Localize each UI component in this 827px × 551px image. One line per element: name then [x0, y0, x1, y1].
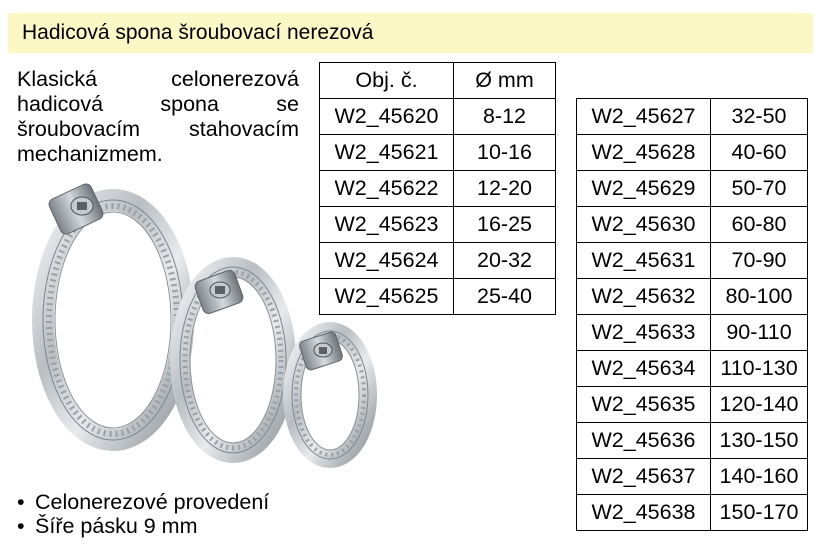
diameter-cell: 130-150 — [711, 423, 808, 459]
order-number-cell: W2_45636 — [577, 423, 711, 459]
order-number-cell: W2_45622 — [320, 171, 454, 207]
feature-item — [17, 490, 269, 514]
order-number-cell: W2_45634 — [577, 351, 711, 387]
table-row — [320, 99, 556, 135]
hose-clamps-image — [20, 180, 380, 480]
diameter-cell: 40-60 — [711, 135, 808, 171]
table-row — [577, 387, 808, 423]
feature-text: Celonerezové provedení — [35, 490, 270, 514]
order-number-cell: W2_45633 — [577, 315, 711, 351]
large-clamp — [43, 182, 183, 440]
order-number-cell: W2_45621 — [320, 135, 454, 171]
table-row — [577, 279, 808, 315]
diameter-cell: 12-20 — [454, 171, 556, 207]
table-header-row — [320, 63, 556, 99]
diameter-cell: 50-70 — [711, 171, 808, 207]
feature-item — [17, 514, 269, 538]
diameter-cell: 110-130 — [711, 351, 808, 387]
page-title: Hadicová spona šroubovací nerezová — [22, 21, 374, 44]
bullet-icon: • — [17, 490, 25, 514]
feature-list — [17, 490, 269, 538]
order-number-cell: W2_45627 — [577, 99, 711, 135]
order-number-cell: W2_45630 — [577, 207, 711, 243]
order-number-cell: W2_45632 — [577, 279, 711, 315]
table-row — [577, 135, 808, 171]
table-row — [577, 459, 808, 495]
order-number-cell: W2_45629 — [577, 171, 711, 207]
table-row — [577, 99, 808, 135]
bullet-icon: • — [17, 514, 25, 538]
product-description: Klasická celonerezová hadicová spona se šroubovacím stahovacím mechanizmem. — [17, 67, 299, 166]
diameter-cell: 80-100 — [711, 279, 808, 315]
order-number-cell: W2_45628 — [577, 135, 711, 171]
title-bar — [8, 13, 813, 53]
diameter-cell: 70-90 — [711, 243, 808, 279]
table-row — [577, 243, 808, 279]
table-row — [577, 423, 808, 459]
diameter-cell: 32-50 — [711, 99, 808, 135]
order-number-cell: W2_45631 — [577, 243, 711, 279]
order-number-cell: W2_45620 — [320, 99, 454, 135]
table-row — [577, 351, 808, 387]
order-number-cell: W2_45623 — [320, 207, 454, 243]
table-row — [320, 135, 556, 171]
order-number-cell: W2_45635 — [577, 387, 711, 423]
diameter-cell: 25-40 — [454, 279, 556, 315]
diameter-cell: 140-160 — [711, 459, 808, 495]
diameter-cell: 10-16 — [454, 135, 556, 171]
table-row — [577, 495, 808, 531]
order-number-cell: W2_45638 — [577, 495, 711, 531]
table-row — [577, 315, 808, 351]
medium-clamp — [180, 267, 286, 453]
diameter-cell: 20-32 — [454, 243, 556, 279]
diameter-cell: 90-110 — [711, 315, 808, 351]
diameter-cell: 150-170 — [711, 495, 808, 531]
diameter-cell: 8-12 — [454, 99, 556, 135]
order-number-cell: W2_45624 — [320, 243, 454, 279]
order-number-cell: W2_45625 — [320, 279, 454, 315]
size-table-right — [576, 98, 808, 531]
header-order-number: Obj. č. — [320, 63, 454, 99]
order-number-cell: W2_45637 — [577, 459, 711, 495]
diameter-cell: 60-80 — [711, 207, 808, 243]
table-row — [577, 207, 808, 243]
table-row — [577, 171, 808, 207]
small-clamp — [292, 331, 368, 459]
diameter-cell: 120-140 — [711, 387, 808, 423]
header-diameter: Ø mm — [454, 63, 556, 99]
feature-text: Šíře pásku 9 mm — [35, 514, 198, 538]
diameter-cell: 16-25 — [454, 207, 556, 243]
